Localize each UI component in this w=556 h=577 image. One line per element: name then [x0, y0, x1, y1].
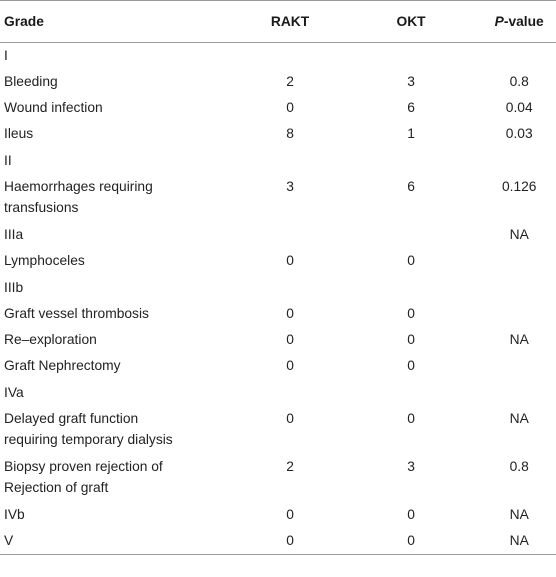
- table-row: [0, 174, 556, 222]
- p-value-cell: NA: [482, 528, 556, 554]
- p-value-cell: [482, 43, 556, 69]
- grade-cell: [0, 406, 240, 454]
- okt-cell: 6: [407, 178, 415, 194]
- p-value-cell: [482, 380, 556, 406]
- table-row: [0, 502, 556, 528]
- p-value-cell: NA: [509, 507, 529, 523]
- header-p-letter: P: [494, 14, 504, 29]
- rakt-cell: [240, 380, 339, 406]
- grade-cell: Lymphoceles: [4, 253, 85, 269]
- rakt-cell: 0: [286, 253, 294, 269]
- header-rakt: RAKT: [240, 1, 339, 43]
- grade-cell: I: [4, 48, 8, 63]
- rakt-cell: [240, 275, 339, 301]
- grade-line-2: Rejection of graft: [4, 480, 109, 496]
- grade-cell: V: [0, 528, 240, 554]
- table-body: [0, 43, 556, 555]
- grade-line-2: transfusions: [4, 199, 79, 215]
- okt-cell: [340, 275, 483, 301]
- table-row: [0, 301, 556, 327]
- grade-cell: IIIb: [4, 279, 24, 295]
- grade-cell: II: [4, 152, 12, 168]
- okt-cell: 1: [407, 126, 415, 142]
- p-value-cell: [482, 301, 556, 327]
- grade-cell: Ileus: [4, 126, 34, 142]
- table-row: [0, 148, 556, 174]
- table-header: [0, 1, 556, 43]
- p-value-cell: [482, 275, 556, 301]
- grade-cell: Graft vessel thrombosis: [4, 305, 149, 321]
- grade-line-2: requiring temporary dialysis: [4, 432, 173, 448]
- header-okt: OKT: [340, 1, 483, 43]
- p-value-cell: 0.8: [509, 459, 529, 475]
- p-value-cell: 0.126: [501, 178, 537, 194]
- table-row: [0, 69, 556, 95]
- table-row: [0, 528, 556, 554]
- rakt-cell: 0: [286, 332, 294, 348]
- table-row: [0, 380, 556, 406]
- grade-cell: IIIa: [4, 226, 24, 242]
- table-row: [0, 275, 556, 301]
- grade-line-1: Haemorrhages requiring: [4, 178, 153, 194]
- rakt-cell: 2: [286, 73, 294, 89]
- table-row: [0, 43, 556, 69]
- p-value-cell: 0.8: [509, 73, 529, 89]
- table-row: [0, 248, 556, 274]
- rakt-cell: 0: [286, 100, 294, 116]
- okt-cell: 0: [407, 253, 415, 269]
- grade-line-1: Biopsy proven rejection of: [4, 459, 163, 475]
- rakt-cell: 0: [286, 507, 294, 523]
- p-value-cell: NA: [509, 411, 529, 427]
- p-value-cell: [482, 148, 556, 174]
- rakt-cell: 0: [286, 305, 294, 321]
- okt-cell: 0: [340, 528, 483, 554]
- header-grade: Grade: [0, 1, 240, 43]
- okt-cell: 0: [407, 358, 415, 374]
- okt-cell: 0: [407, 332, 415, 348]
- okt-cell: 3: [407, 459, 415, 475]
- rakt-cell: [240, 222, 339, 248]
- header-p-value: [482, 1, 556, 43]
- grade-cell: [0, 174, 240, 222]
- grade-cell: IVb: [4, 507, 25, 523]
- header-row: [0, 1, 556, 43]
- rakt-cell: [240, 43, 339, 69]
- rakt-cell: 3: [286, 178, 294, 194]
- grade-cell: Graft Nephrectomy: [4, 358, 121, 374]
- okt-cell: 0: [407, 305, 415, 321]
- okt-cell: 0: [407, 507, 415, 523]
- rakt-cell: 0: [286, 411, 294, 427]
- grade-cell: Re–exploration: [4, 332, 97, 348]
- grade-cell: IVa: [4, 384, 24, 400]
- table-row: [0, 406, 556, 454]
- grade-cell: Bleeding: [4, 73, 58, 89]
- p-value-cell: NA: [509, 332, 529, 348]
- table-row: [0, 222, 556, 248]
- okt-cell: 0: [407, 411, 415, 427]
- p-value-cell: [482, 353, 556, 379]
- okt-cell: 6: [407, 100, 415, 116]
- header-value-suffix: -value: [503, 14, 544, 29]
- okt-cell: [340, 148, 483, 174]
- rakt-cell: 8: [286, 126, 294, 142]
- table-row: [0, 454, 556, 502]
- p-value-cell: 0.04: [505, 100, 533, 116]
- rakt-cell: 0: [240, 528, 339, 554]
- grade-cell: Wound infection: [4, 100, 103, 116]
- p-value-cell: [482, 248, 556, 274]
- rakt-cell: 0: [286, 358, 294, 374]
- p-value-cell: 0.03: [505, 126, 533, 142]
- table-row: [0, 95, 556, 121]
- okt-cell: [340, 43, 483, 69]
- table-row: [0, 327, 556, 353]
- okt-cell: [340, 380, 483, 406]
- rakt-cell: [240, 148, 339, 174]
- okt-cell: 3: [407, 73, 415, 89]
- table-row: [0, 353, 556, 379]
- grade-cell: [0, 454, 240, 502]
- p-value-cell: NA: [509, 226, 529, 242]
- grade-line-1: Delayed graft function: [4, 411, 139, 427]
- okt-cell: [340, 222, 483, 248]
- table-row: [0, 121, 556, 147]
- rakt-cell: 2: [286, 459, 294, 475]
